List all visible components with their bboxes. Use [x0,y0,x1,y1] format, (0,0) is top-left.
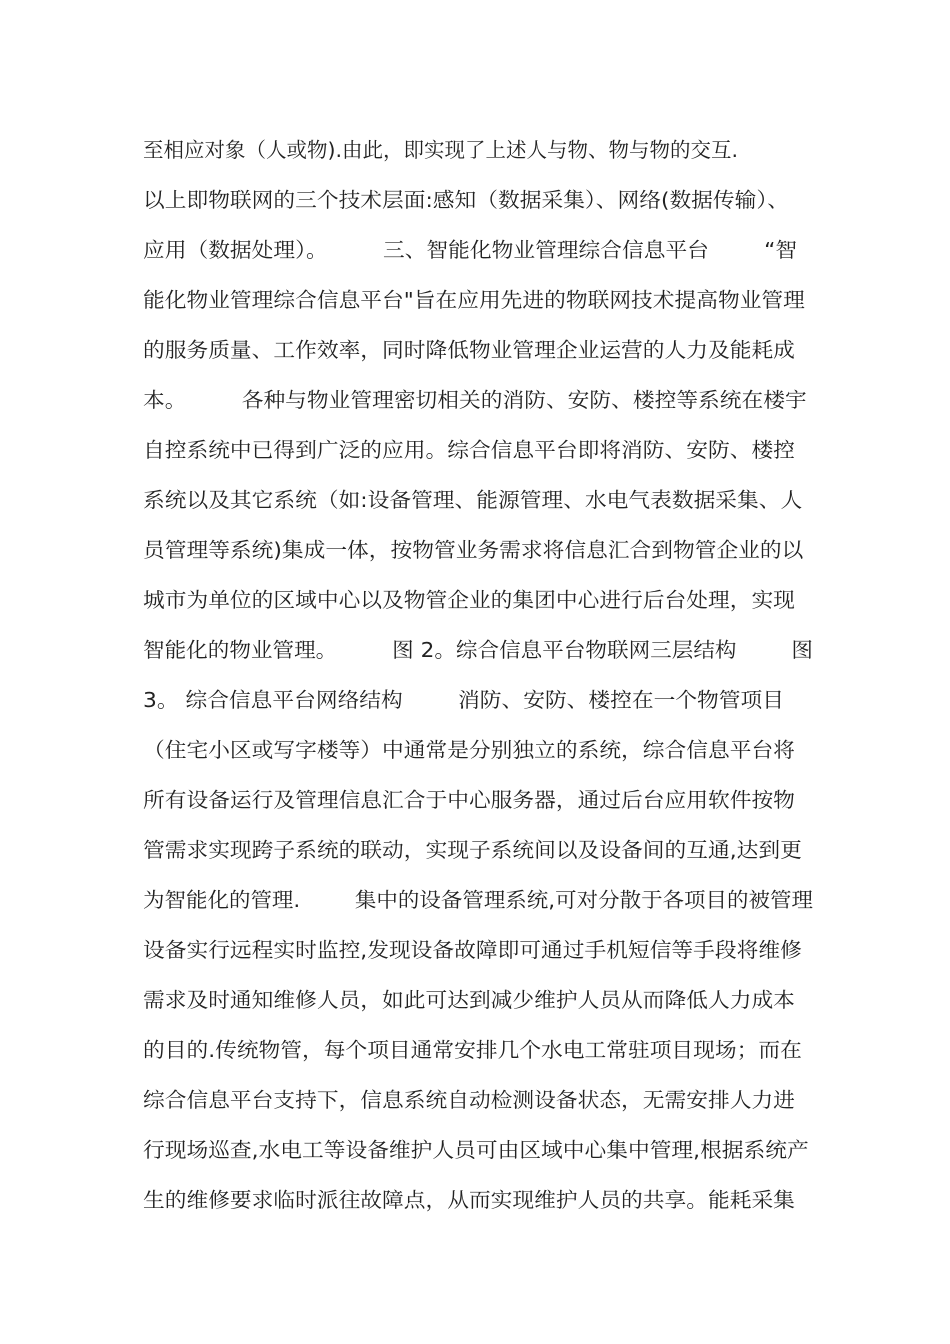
text-line: 生的维修要求临时派往故障点，从而实现维护人员的共享。能耗采集 [143,1188,795,1212]
text-line: 系统以及其它系统（如:设备管理、能源管理、水电气表数据采集、人 [143,488,803,512]
text-line: 的服务质量、工作效率，同时降低物业管理企业运营的人力及能耗成 [143,338,795,362]
text-line: 本。 各种与物业管理密切相关的消防、安防、楼控等系统在楼宇 [143,388,807,412]
text-line: 的目的.传统物管，每个项目通常安排几个水电工常驻项目现场；而在 [143,1038,802,1062]
text-line: 城市为单位的区域中心以及物管企业的集团中心进行后台处理，实现 [143,588,795,612]
text-line: 设备实行远程实时监控,发现设备故障即可通过手机短信等手段将维修 [143,938,802,962]
text-line: 至相应对象（人或物).由此，即实现了上述人与物、物与物的交互. [143,138,739,162]
text-line: 能化物业管理综合信息平台"旨在应用先进的物联网技术提高物业管理 [143,288,805,312]
text-line: 综合信息平台支持下，信息系统自动检测设备状态，无需安排人力进 [143,1088,795,1112]
text-line: 3。 综合信息平台网络结构 消防、安防、楼控在一个物管项目 [143,688,784,712]
text-line: 行现场巡查,水电工等设备维护人员可由区域中心集中管理,根据系统产 [143,1138,809,1162]
text-line: 所有设备运行及管理信息汇合于中心服务器，通过后台应用软件按物 [143,788,795,812]
text-line: 智能化的物业管理。 图 2。综合信息平台物联网三层结构 图 [143,638,813,662]
text-line: 应用（数据处理）。 三、智能化物业管理综合信息平台 “智 [143,238,798,262]
text-line: 管需求实现跨子系统的联动，实现子系统间以及设备间的互通,达到更 [143,838,802,862]
text-line: 自控系统中已得到广泛的应用。综合信息平台即将消防、安防、楼控 [143,438,795,462]
text-line: 需求及时通知维修人员，如此可达到减少维护人员从而降低人力成本 [143,988,795,1012]
body-text [143,125,813,1225]
text-line: 员管理等系统)集成一体，按物管业务需求将信息汇合到物管企业的以 [143,538,804,562]
text-line: 以上即物联网的三个技术层面:感知（数据采集）、网络(数据传输）、 [143,188,789,212]
text-line: （住宅小区或写字楼等）中通常是分别独立的系统，综合信息平台将 [143,738,795,762]
text-line: 为智能化的管理. 集中的设备管理系统,可对分散于各项目的被管理 [143,888,813,912]
